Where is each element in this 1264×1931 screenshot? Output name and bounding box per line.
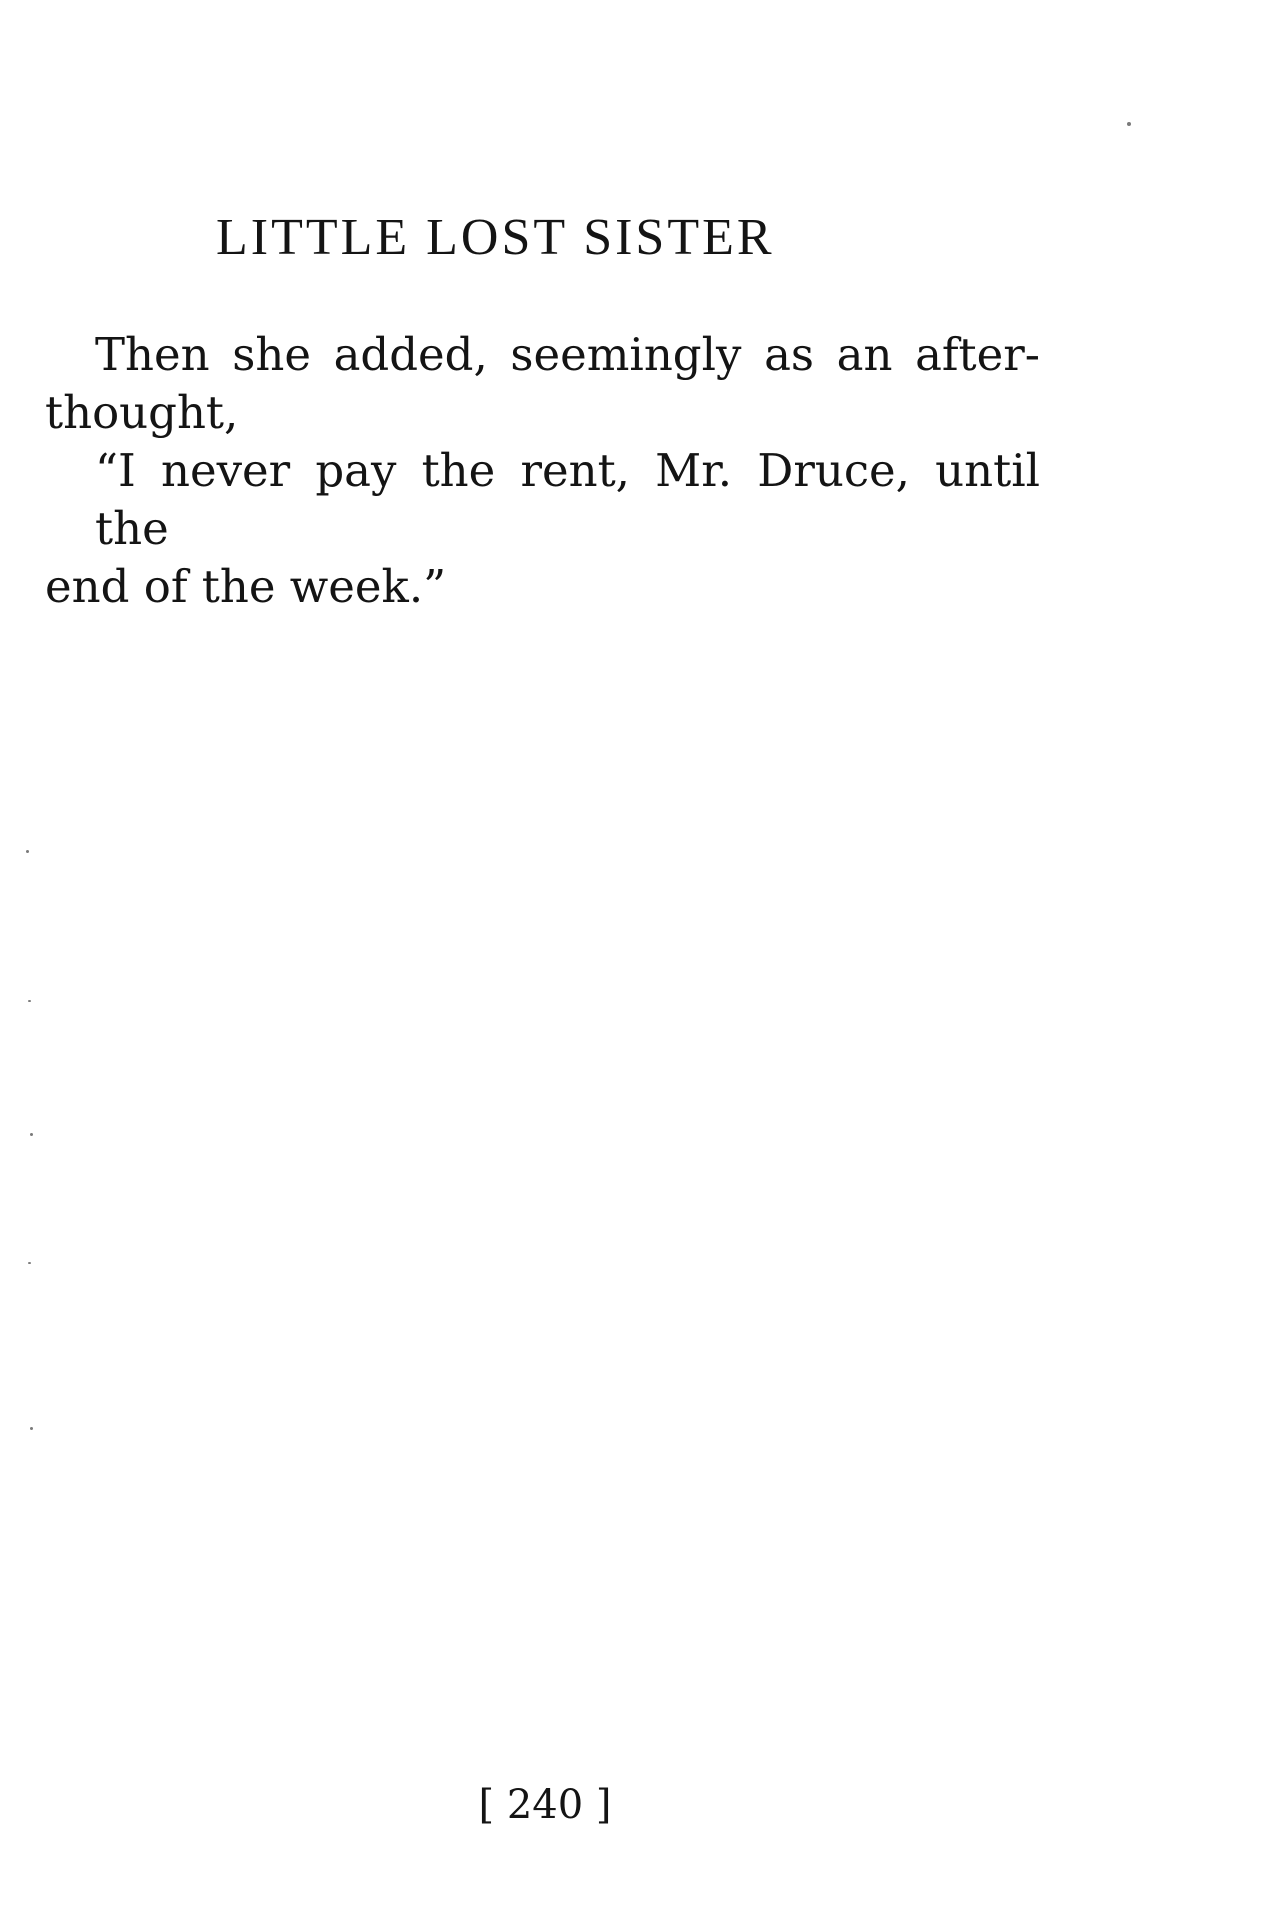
page-number: [ 240 ] (478, 1782, 612, 1828)
scan-speck (28, 1000, 31, 1002)
scan-speck (26, 850, 29, 853)
scan-speck (28, 1262, 31, 1264)
paragraph-2-line-2: end of the week.” (45, 560, 447, 613)
body-text (45, 326, 1040, 616)
scan-speck (30, 1427, 33, 1430)
paragraph-1-line-1: Then she added, seemingly as an after- (95, 328, 1040, 381)
paragraph-2-line-1: “I never pay the rent, Mr. Druce, until the (95, 444, 1040, 555)
scan-speck (30, 1133, 33, 1136)
paragraph-1-line-2: thought, (45, 386, 239, 439)
scan-speck (1127, 122, 1131, 126)
running-head: LITTLE LOST SISTER (216, 209, 775, 266)
